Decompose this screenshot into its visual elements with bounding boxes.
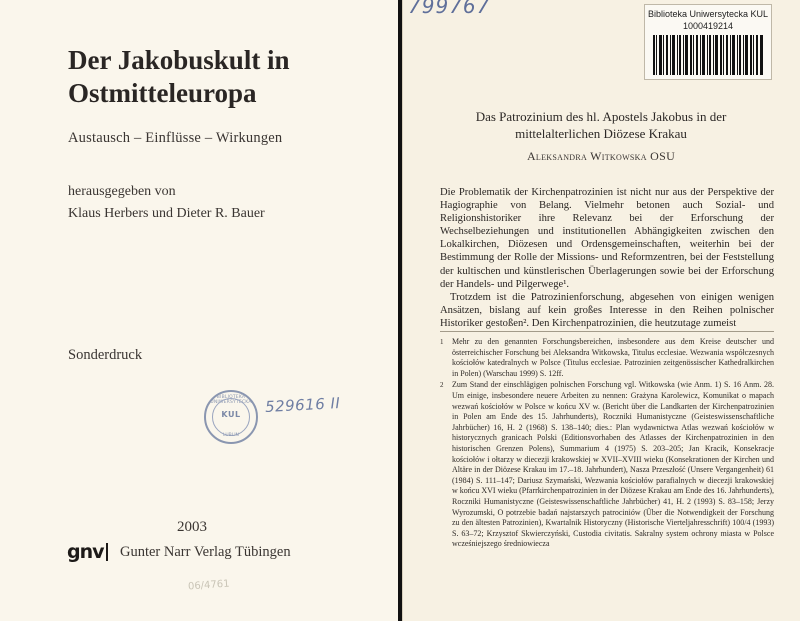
pencil-note: 06/4761 [187,578,230,593]
body-paragraph-1: Die Problematik der Kirchenpatrozinien ist nicht nur aus der Perspektive der Hagiographie von Belang. Vielmehr betonen auch Sozial- und Religionshistoriker ihre Relevanz bei der Erforschung der Wechselbeziehungen und institutionellen Abhängigkeiten zwischen den Lokalkirchen, Diözesen und Ordensgemeinschaften, weiterhin bei der Bestimmung der Rolle der Missions- und Reformzentren, bei der Feststellung der kultischen und künstlerischen Überlagerungen sowie bei der Erforschung der Handels- und Pilgerwege¹. [440,187,774,290]
body-paragraph-2: Trotzdem ist die Patrozinienforschung, abgesehen von einigen wenigen Ansätzen, bislang auf kein großes Interesse in den Reihen polnischer Historiker gestoßen². Den Kirchenpatrozinien, die heutzutage zumeist [440,291,774,329]
article-title-line1: Das Patrozinium des hl. Apostels Jakobus in der [475,109,727,124]
offprint-label: Sonderdruck [68,347,143,363]
publisher-logo [67,541,108,563]
stamp-ring-bottom: LUBLIN [223,433,239,438]
publisher-logo-text: gnv [67,541,104,563]
footnote-2 [440,380,774,550]
footnote-1 [440,337,774,379]
article-body [440,186,774,330]
article-title [402,108,800,142]
barcode-label [644,4,772,80]
footnote-number: 2 [440,381,444,390]
shelfmark: 529616 II [264,394,341,416]
barcode-icon [653,35,763,75]
footnote-divider [440,331,774,332]
barcode-library-name: Biblioteka Uniwersytecka KUL [647,9,769,19]
footnote-number: 1 [440,338,444,346]
editors-intro: herausgegeben von [68,184,176,199]
book-title-line2: Ostmitteleuropa [68,78,257,108]
footnote-text: Mehr zu den genannten Forschungsbereichen, insbesondere aus dem Kreise deutscher und österreichischer Forschung bei Aleksandra Witkowska, Titulus ecclesiae. Wezwania współczesnych kościołów katedralnych w Polsce (Titulus ecclesiae. Patrozinien zeitgenössischer Kathedralkirchen in Polen) (Warschau 1999) S. 12ff. [452,337,774,378]
footnote-text: Zum Stand der einschlägigen polnischen Forschung vgl. Witkowska (wie Anm. 1) S. 16 Anm. 28. Um einige, insbesondere neuere Arbeiten zu nennen: Grażyna Karolewicz, Komunikat o mapach wezwań kościołów w Polsce w końcu XV w. (Bericht über die Landkarten der Kirchenpatrozinien in Polen am Ende des 15. Jahrhunderts), Roczniki Humanistyczne (Geisteswissenschaftliche Jahrbücher) 16, H. 2 (1968) S. 138–140; dies.: Plan wydawnictwa Atlas wezwań kościołów w historycznych granicach Polski (Editionsvorhaben des Atlasses der Kirchenpatrozinien in den historischen Grenzen Polens), Summarium 4 (1975) S. 203–205; Jan Kracik, Konsekracje kościołów i ołtarzy w diecezji krakowskiej w XVII–XVIII wieku (Konsekrationen der Kirchen und Altäre in der Diözese Krakau im 17.–18. Jahrhundert), Nasza Przeszłość (Unsere Vergangenheit) 61 (1984) S. 111–147; Dariusz Szymański, Wezwania kościołów parafialnych w diecezji krakowskiej w końcu XVI wieku (Pfarrkirchenpatrozinien in der Diözese Krakau am Ende des 16. Jahrhunderts), Roczniki Humanistyczne (Geisteswissenschaftliche Jahrbücher) 41, H. 2 (1993) S. 83–158; Jerzy Wyrozumski, O potrzebie badań najstarszych patrociniów (Über die Notwendigkeit der Forschung zu den ältesten Patrozinien), Kwartalnik Historyczny (Historische Vierteljahresschrift) 100/4 (1993) S. 63–72; Krzysztof Skwierczyński, Custodia civitatis. Sakralny system ochrony miasta w Polsce wcześniejszego średniowiecza [452,380,774,549]
publisher-logo-bar [106,543,108,561]
publisher-name: Gunter Narr Verlag Tübingen [120,544,291,560]
left-page [0,0,398,621]
publication-year: 2003 [177,519,207,535]
article-author: Aleksandra Witkowska OSU [526,149,676,163]
handwritten-number: 799767 [408,0,491,18]
stamp-ring-top: BIBLIOTEKA UNIWERSYTECKA [210,395,252,405]
editors-block [68,181,388,225]
barcode-number: 1000419214 [682,21,734,31]
library-stamp [204,390,258,444]
book-title [68,44,388,110]
footnotes [440,337,774,551]
editors-names: Klaus Herbers und Dieter R. Bauer [68,206,265,221]
book-title-line1: Der Jakobuskult in [68,45,290,75]
article-title-line2: mittelalterlichen Diözese Krakau [515,126,687,141]
book-subtitle: Austausch – Einflüsse – Wirkungen [68,130,283,146]
stamp-text: KUL [221,410,241,419]
